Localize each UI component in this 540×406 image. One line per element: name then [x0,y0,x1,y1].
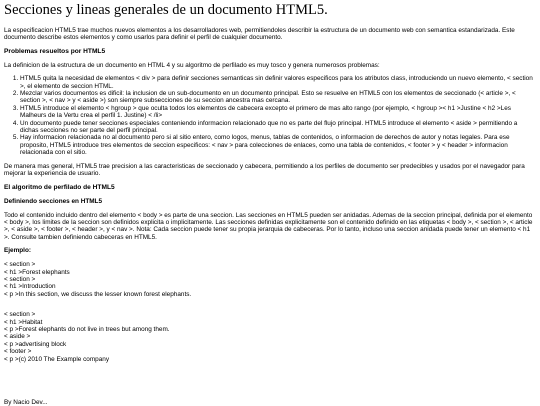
code-line: < h1 >Forest elephants [4,268,70,276]
algorithm-paragraph: Todo el contenido incluido dentro del elemento < body > es parte de una seccion. Las secciones en HTML5 pueden ser anidadas. Ademas de la seccion principal, definida por el elemento < body >, los limites de la seccion son definidos explicita o implicitamente. Las secciones definidas explicitamente son el contenido definido en las etiquetas < body >, < section >, < article >, < aside >, < footer >, < header >, y < nav >. Nota: Cada seccion puede tener su propia jerarquia de cabeceras. Por lo tanto, incluso una seccion anidada puede tener un elemento < h1 >. Consulte tambien definiendo cabeceras en HTML5. [4,211,533,241]
algorithm-subheading: Definiendo secciones en HTML5 [4,197,103,205]
list-item: 4. Un documento puede tener secciones especiales conteniendo informacion relacionado que no es parte del flujo principal. HTML5 introduce el elemento < aside > permitiendo a dichas secciones no ser parte del perfil principal. [20,120,534,135]
code-line: < section > [4,261,36,269]
list-item: 2. Mezclar varios documentos es dificil: la inclusion de un sub-documento en un documento principal. Esto se resuelve en HTML5 con los elementos de seccionado (< article >, < section >, < nav > y < aside >) son siempre subsecciones de su seccion ancestra mas cercana. [20,90,534,105]
code-line: < p >advertising block [4,340,67,348]
page-title: Secciones y lineas generales de un documento HTML5. [4,2,328,18]
problems-list [4,75,534,156]
code-line: < p >In this section, we discuss the lesser known forest elephants. [4,290,192,298]
problems-heading: Problemas resueltos por HTML5 [4,47,106,55]
code-line: < section > [4,311,36,319]
algorithm-heading: El algoritmo de perfilado de HTML5 [4,183,115,191]
list-item: 5. Hay informacion relacionada no al documento pero si al sitio entero, como logos, menus, tablas de contenidos, o informacion de derechos de autor y notas legales. Para ese proposito, HTML5 introduce tres elementos de seccion especificos: < nav > para colecciones de enlaces, como una tabla de contenidos, < footer > y < header > informacion relacionada con el sitio. [20,134,534,156]
code-line: < p >(c) 2010 The Example company [4,355,110,363]
list-item: 1. HTML5 quita la necesidad de elementos < div > para definir secciones semanticas sin definir valores especificos para los atributos class, introduciendo un nuevo elemento, < section >, el elemento de seccion HTML. [20,75,534,90]
example-code-block-2 [4,311,534,363]
document-page [4,2,534,369]
code-line: < p >Forest elephants do not live in trees but among them. [4,325,170,333]
problems-intro: La definicion de la estructura de un documento en HTML 4 y su algoritmo de perfilado es muy tosco y genera numerosos problemas: [4,61,380,69]
list-item: 3. HTML5 introduce el elemento < hgroup > que oculta todos los elementos de cabecera excepto el primero de mas alto rango (por ejemplo, < hgroup >< h1 >Justine < h2 >Les Malheurs de la Vertu crea el perfil 1. Justine) < /li> [20,105,534,120]
page-footer: By Nacio Dev... [4,399,48,406]
example-heading: Ejemplo: [4,247,31,255]
code-line: < section > [4,275,36,283]
spacer [4,304,534,311]
intro-paragraph: La especificacion HTML5 trae muchos nuevos elementos a los desarrolladores web, permitiendoles describir la estructura de un documento web con semantica estandarizada. Este documento describe estos elementos y como usarlos para definir el perfil de cualquier documento. [4,27,515,42]
code-line: < h1 >Introduction [4,283,56,291]
code-line: < footer > [4,348,32,356]
example-code-block-1 [4,261,534,298]
code-line: < aside > [4,333,31,341]
code-line: < h1 >Habitat [4,318,43,326]
problems-closing: De manera mas general, HTML5 trae precision a las caracteristicas de seccionado y cabecera, permitiendo a los perfiles de documento ser predecibles y usados por el navegador para mejorar la experiencia de usuario. [4,162,525,178]
